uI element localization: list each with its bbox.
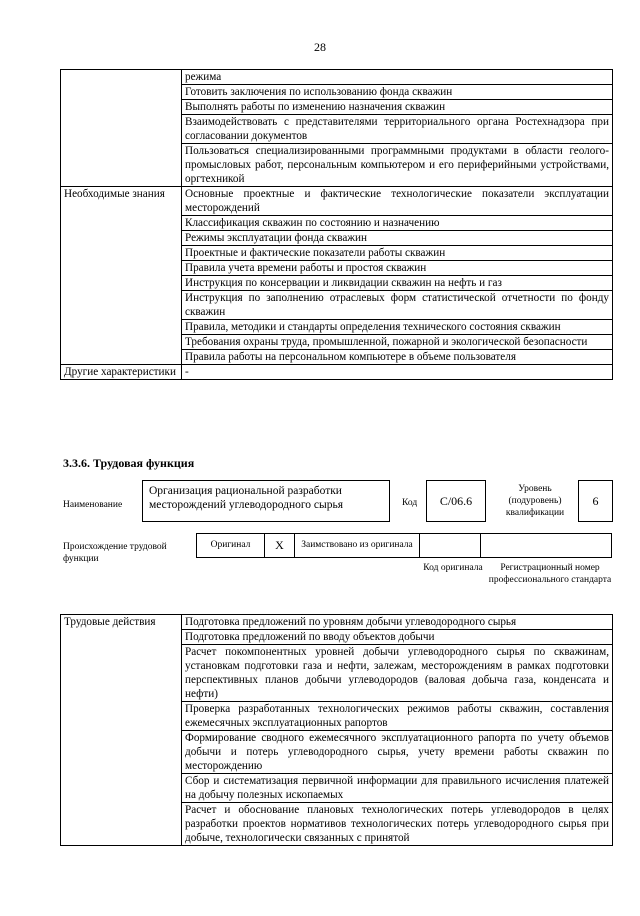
code-label: Код — [402, 498, 418, 508]
action-item: Формирование сводного ежемесячного эксплуатационного рапорта по учету объемов добычи и потерь углеводородного сырья, учету времени работы скважин по месторождению — [182, 731, 613, 774]
level-label: Уровень (подуровень) квалификации — [505, 484, 565, 518]
skill-item: Пользоваться специализированными программными продуктами в области геолого-промысловых работ, персональным компьютером и его периферийными устройствами, оргтехникой — [182, 144, 613, 187]
knowledge-label: Необходимые знания — [61, 187, 182, 365]
action-item: Расчет и обоснование плановых технологических потерь углеводородов в целях разработки проектов нормативов технологических потерь углеводородного сырья при добыче, технологически связанных с принятой — [185, 804, 609, 844]
action-item: Проверка разработанных технологических режимов работы скважин, составления ежемесячных эксплуатационных рапортов — [182, 702, 613, 731]
original-cell: Оригинал — [196, 533, 265, 558]
reg-caption: Регистрационный номер профессионального стандарта — [488, 563, 612, 585]
action-item-cut — [182, 803, 613, 846]
origin-label: Происхождение трудовой функции — [63, 542, 167, 564]
function-code-box: C/06.6 — [426, 480, 486, 522]
skill-item: Выполнять работы по изменению назначения скважин — [182, 100, 613, 115]
skill-item: Готовить заключения по использованию фонда скважин — [182, 85, 613, 100]
other-value: - — [182, 365, 613, 380]
section-title: 3.3.6. Трудовая функция — [63, 456, 195, 470]
knowledge-item: Правила работы на персональном компьютере в объеме пользователя — [182, 350, 613, 365]
skill-item: Взаимодействовать с представителями территориального органа Ростехнадзора при согласовании документов — [182, 115, 613, 144]
code-caption: Код оригинала — [423, 563, 483, 573]
action-item: Расчет покомпонентных уровней добычи углеводородного сырья по скважинам, установкам подготовки газа и нефти, залежам, месторождениям в рамках подготовки перспективных планов добычи углеводородов (валовая добыча газа, конденсата и нефти) — [182, 645, 613, 702]
origin-row — [196, 533, 612, 558]
knowledge-item: Режимы эксплуатации фонда скважин — [182, 231, 613, 246]
actions-label: Трудовые действия — [61, 615, 182, 846]
knowledge-item: Правила учета времени работы и простоя скважин — [182, 261, 613, 276]
knowledge-item: Требования охраны труда, промышленной, пожарной и экологической безопасности — [182, 335, 613, 350]
knowledge-item: Инструкция по заполнению отраслевых форм статистической отчетности по фонду скважин — [182, 291, 613, 320]
skill-item: режима — [182, 70, 613, 85]
original-mark: X — [264, 533, 295, 558]
knowledge-item: Основные проектные и фактические технологические показатели эксплуатации месторождений — [182, 187, 613, 216]
original-code-cell — [419, 533, 481, 558]
labor-actions-table — [60, 614, 613, 846]
skills-label-cell — [61, 70, 182, 187]
other-label: Другие характеристики — [61, 365, 182, 380]
name-label: Наименование — [63, 500, 123, 510]
knowledge-item: Правила, методики и стандарты определения технического состояния скважин — [182, 320, 613, 335]
reg-number-cell — [480, 533, 612, 558]
action-item: Сбор и систематизация первичной информации для правильного исчисления платежей на добычу полезных ископаемых — [182, 774, 613, 803]
level-box: 6 — [578, 480, 613, 522]
knowledge-item: Классификация скважин по состоянию и назначению — [182, 216, 613, 231]
action-item: Подготовка предложений по уровням добычи углеводородного сырья — [182, 615, 613, 630]
page-number: 28 — [314, 40, 326, 54]
knowledge-item: Инструкция по консервации и ликвидации скважин на нефть и газ — [182, 276, 613, 291]
knowledge-skills-table — [60, 69, 613, 380]
knowledge-item: Проектные и фактические показатели работы скважин — [182, 246, 613, 261]
action-item: Подготовка предложений по вводу объектов добычи — [182, 630, 613, 645]
borrowed-cell: Заимствовано из оригинала — [294, 533, 420, 558]
function-name-box: Организация рациональной разработки месторождений углеводородного сырья — [142, 480, 390, 522]
